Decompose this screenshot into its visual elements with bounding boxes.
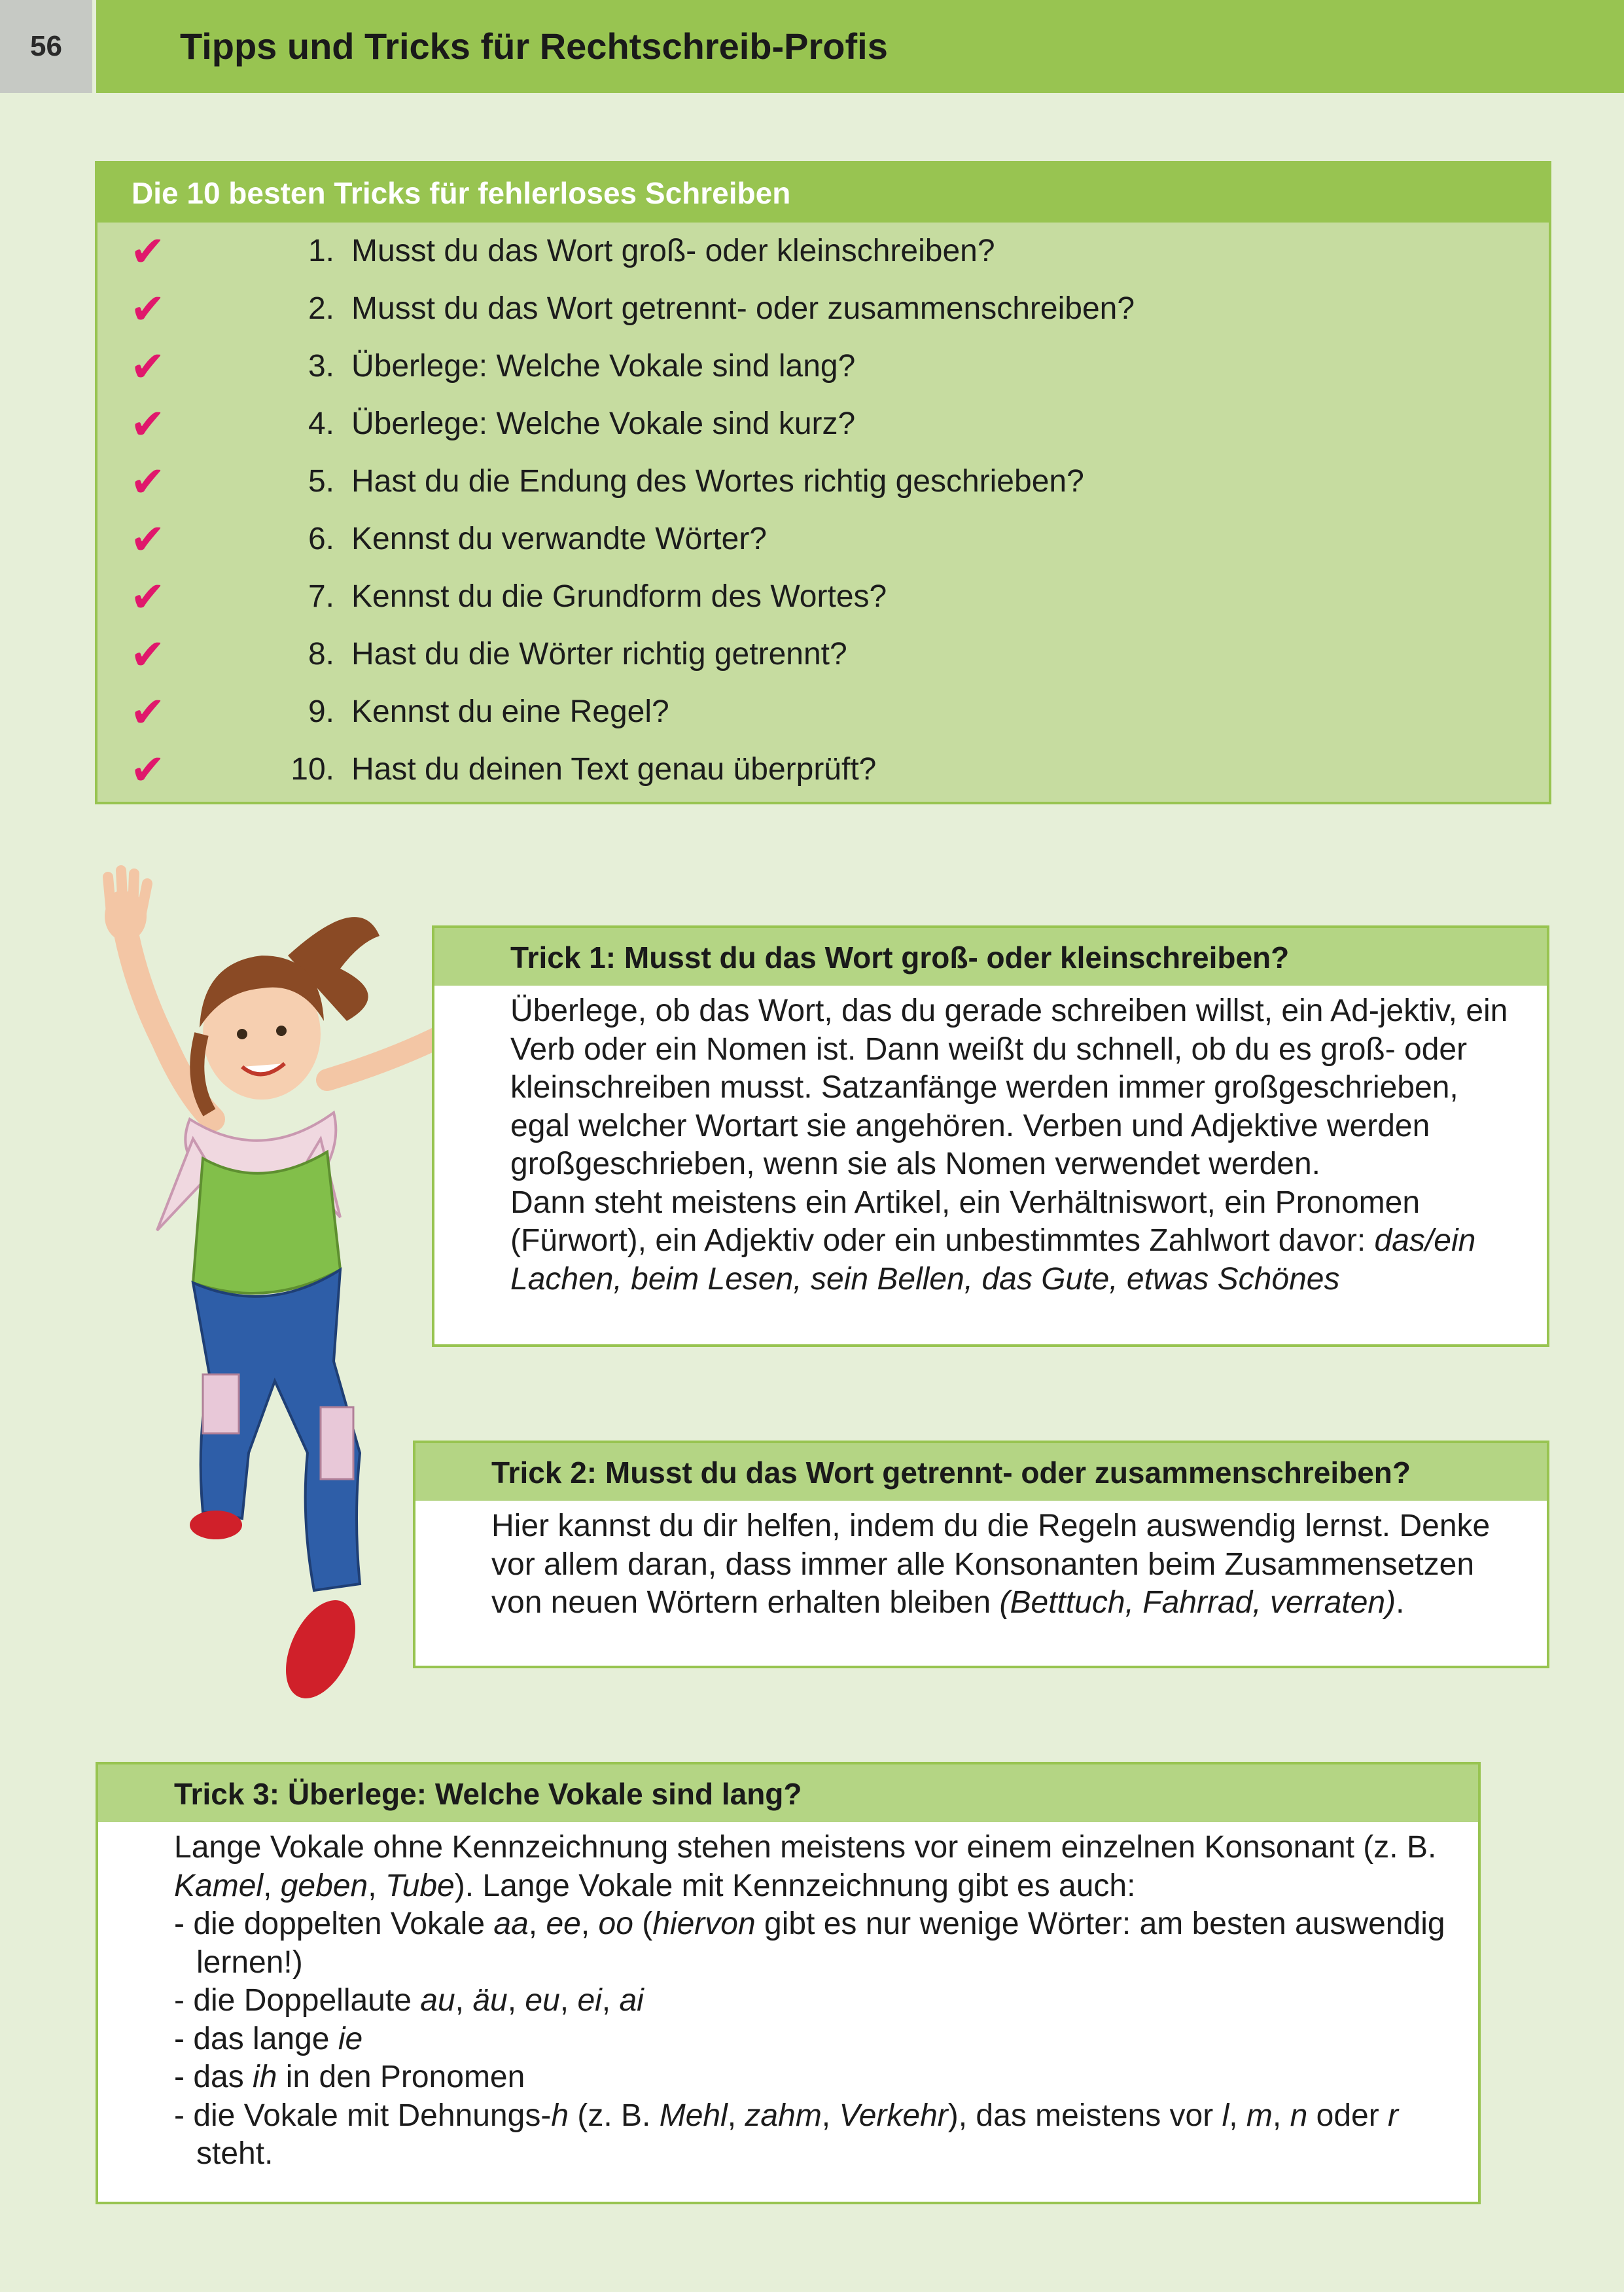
text-fragment: ih: [253, 2060, 277, 2094]
trick-3-bullet-1: [174, 1905, 1452, 1982]
checkmark-icon: ✔: [130, 689, 166, 736]
top-bar: [0, 0, 1624, 93]
trick-3-bullet-3: [174, 2020, 1452, 2059]
checkmark-icon: ✔: [130, 573, 166, 620]
text-fragment: ,: [580, 1907, 599, 1941]
trick-1-body: [510, 992, 1521, 1298]
text-fragment: - das lange: [174, 2021, 338, 2056]
checkmark-icon: ✔: [130, 343, 166, 390]
tricks-list-item-number: 1.: [308, 234, 334, 268]
text-fragment: ,: [455, 1983, 473, 2018]
tricks-list-item: [97, 338, 1549, 395]
checkmark-icon: ✔: [130, 228, 166, 275]
text-fragment: eu: [525, 1983, 560, 2018]
tricks-list-item-number: 10.: [291, 752, 334, 787]
tricks-list-item: [97, 395, 1549, 453]
tricks-list-item: [97, 510, 1549, 568]
trick-2-box: [413, 1441, 1549, 1668]
trick-3-intro: [174, 1829, 1452, 1905]
page-number: 56: [30, 30, 62, 62]
tricks-list-item-number: 5.: [308, 464, 334, 499]
tricks-list-heading: Die 10 besten Tricks für fehlerloses Schreiben: [132, 176, 791, 210]
page-number-box: [0, 0, 92, 93]
trick-3-heading: Trick 3: Überlege: Welche Vokale sind lang?: [174, 1777, 802, 1811]
checkmark-icon: ✔: [130, 401, 166, 448]
tricks-list-item-number: 4.: [308, 406, 334, 441]
checkmark-icon: ✔: [130, 516, 166, 563]
text-fragment: n: [1290, 2098, 1308, 2133]
tricks-list-item-number: 7.: [308, 579, 334, 614]
text-fragment: Verkehr: [839, 2098, 948, 2133]
trick-3-box: [96, 1762, 1481, 2204]
tricks-list-item-text: Kennst du verwandte Wörter?: [351, 522, 767, 556]
text-fragment: oder: [1307, 2098, 1388, 2133]
trick-2-body: [491, 1507, 1521, 1622]
text-fragment: ,: [821, 2098, 839, 2133]
text-fragment: ei: [577, 1983, 602, 2018]
trick-2-header: [415, 1443, 1547, 1501]
trick-3-bullet-5: [174, 2097, 1452, 2174]
tricks-list-item-text: Überlege: Welche Vokale sind lang?: [351, 349, 856, 384]
text-fragment: - die doppelten Vokale: [174, 1907, 494, 1941]
trick-2-heading: Trick 2: Musst du das Wort getrennt- oder zusammenschreiben?: [491, 1456, 1411, 1490]
tricks-list-item: [97, 683, 1549, 741]
text-fragment: zahm: [745, 2098, 822, 2133]
trick-1-paragraph-2-text: Dann steht meistens ein Artikel, ein Verhältniswort, ein Pronomen (Fürwort), ein Adjektiv oder ein unbestimmtes Zahlwort davor:: [510, 1185, 1421, 1258]
text-fragment: ,: [559, 1983, 578, 2018]
trick-3-bullet-4: [174, 2058, 1452, 2097]
page-title: Tipps und Tricks für Rechtschreib-Profis: [180, 26, 888, 67]
text-fragment: ee: [546, 1907, 581, 1941]
tricks-list-item-text: Musst du das Wort groß- oder kleinschreiben?: [351, 234, 995, 268]
text-fragment: Tube: [385, 1868, 455, 1903]
text-fragment: ,: [727, 2098, 745, 2133]
text-fragment: ,: [507, 1983, 525, 2018]
trick-3-body: [174, 1829, 1452, 2174]
text-fragment: ai: [619, 1983, 644, 2018]
trick-1-examples: das/ein Lachen, beim Lesen, sein Bellen, das Gute, etwas Schönes: [510, 1223, 1476, 1297]
text-fragment: r: [1388, 2098, 1399, 2133]
text-fragment: m: [1246, 2098, 1273, 2133]
text-fragment: - das: [174, 2060, 253, 2094]
text-fragment: ), das meistens vor: [947, 2098, 1222, 2133]
tricks-list-item-number: 8.: [308, 637, 334, 671]
trick-1-paragraph-2: [510, 1184, 1521, 1299]
text-fragment: l: [1222, 2098, 1229, 2133]
text-fragment: ,: [528, 1907, 546, 1941]
page-header: [96, 0, 1624, 93]
checkmark-icon: ✔: [130, 458, 166, 505]
text-fragment: steht.: [196, 2136, 274, 2171]
text-fragment: geben: [280, 1868, 368, 1903]
text-fragment: äu: [472, 1983, 508, 2018]
checkmark-icon: ✔: [130, 746, 166, 793]
text-fragment: ,: [263, 1868, 281, 1903]
checkmark-icon: ✔: [130, 631, 166, 678]
trick-1-box: [432, 925, 1549, 1347]
text-fragment: ,: [601, 1983, 620, 2018]
text-fragment: ie: [338, 2021, 363, 2056]
text-fragment: in den Pronomen: [277, 2060, 525, 2094]
text-fragment: aa: [493, 1907, 529, 1941]
trick-3-header: [98, 1764, 1478, 1822]
trick-3-bullet-2: [174, 1982, 1452, 2020]
tricks-list-item-text: Hast du die Wörter richtig getrennt?: [351, 637, 847, 671]
tricks-list-item-number: 2.: [308, 291, 334, 326]
tricks-list-item: [97, 453, 1549, 510]
text-fragment: - die Vokale mit Dehnungs-: [174, 2098, 552, 2133]
tricks-list-item-number: 6.: [308, 522, 334, 556]
tricks-list-item-text: Kennst du die Grundform des Wortes?: [351, 579, 887, 614]
tricks-list-item: [97, 568, 1549, 626]
text-fragment: gibt es nur wenige Wörter: am besten auswendig lernen!): [196, 1907, 1445, 1980]
text-fragment: h: [551, 2098, 569, 2133]
tricks-list-item-number: 3.: [308, 349, 334, 384]
tricks-list-box: [95, 161, 1551, 804]
text-fragment: Kamel: [174, 1868, 264, 1903]
tricks-list-item: [97, 741, 1549, 798]
tricks-list-header: [97, 164, 1549, 223]
text-fragment: Lange Vokale ohne Kennzeichnung stehen meistens vor einem einzelnen Konsonant (z. B.: [174, 1830, 1437, 1865]
trick-2-examples: (Betttuch, Fahrrad, verraten): [999, 1585, 1396, 1620]
text-fragment: ,: [368, 1868, 385, 1903]
text-fragment: oo: [598, 1907, 633, 1941]
text-fragment: au: [420, 1983, 455, 2018]
trick-2-end: .: [1396, 1585, 1405, 1620]
tricks-list-item-text: Überlege: Welche Vokale sind kurz?: [351, 406, 856, 441]
trick-2-paragraph: [491, 1507, 1521, 1622]
tricks-list-item-text: Musst du das Wort getrennt- oder zusammenschreiben?: [351, 291, 1135, 326]
trick-1-heading: Trick 1: Musst du das Wort groß- oder kleinschreiben?: [510, 940, 1290, 975]
tricks-list-item: [97, 280, 1549, 338]
trick-1-header: [434, 928, 1547, 986]
trick-2-text: Hier kannst du dir helfen, indem du die Regeln auswendig lernst. Denke vor allem daran, dass immer alle Konsonanten beim Zusammensetzen von neuen Wörtern erhalten bleiben: [491, 1509, 1491, 1620]
tricks-list-item-text: Hast du deinen Text genau überprüft?: [351, 752, 877, 787]
tricks-list-item-text: Kennst du eine Regel?: [351, 694, 669, 729]
checkmark-icon: ✔: [130, 285, 166, 332]
text-fragment: (: [633, 1907, 653, 1941]
tricks-list-item: [97, 626, 1549, 683]
text-fragment: - die Doppellaute: [174, 1983, 421, 2018]
tricks-list-item-text: Hast du die Endung des Wortes richtig geschrieben?: [351, 464, 1084, 499]
text-fragment: Mehl: [659, 2098, 728, 2133]
text-fragment: (z. B.: [569, 2098, 660, 2133]
tricks-list-item-number: 9.: [308, 694, 334, 729]
text-fragment: ). Lange Vokale mit Kennzeichnung gibt es auch:: [454, 1868, 1136, 1903]
text-fragment: hiervon: [652, 1907, 756, 1941]
text-fragment: ,: [1272, 2098, 1290, 2133]
tricks-list-item: [97, 223, 1549, 280]
trick-1-paragraph-1: Überlege, ob das Wort, das du gerade schreiben willst, ein Ad-jektiv, ein Verb oder ein Nomen ist. Dann weißt du schnell, ob du es groß- oder kleinschreiben musst. Satzanfänge werden immer großgeschrieben, egal welcher Wortart sie angehören. Verben und Adjektive werden großgeschrieben, wenn sie als Nomen verwendet werden.: [510, 994, 1508, 1181]
text-fragment: ,: [1229, 2098, 1246, 2133]
